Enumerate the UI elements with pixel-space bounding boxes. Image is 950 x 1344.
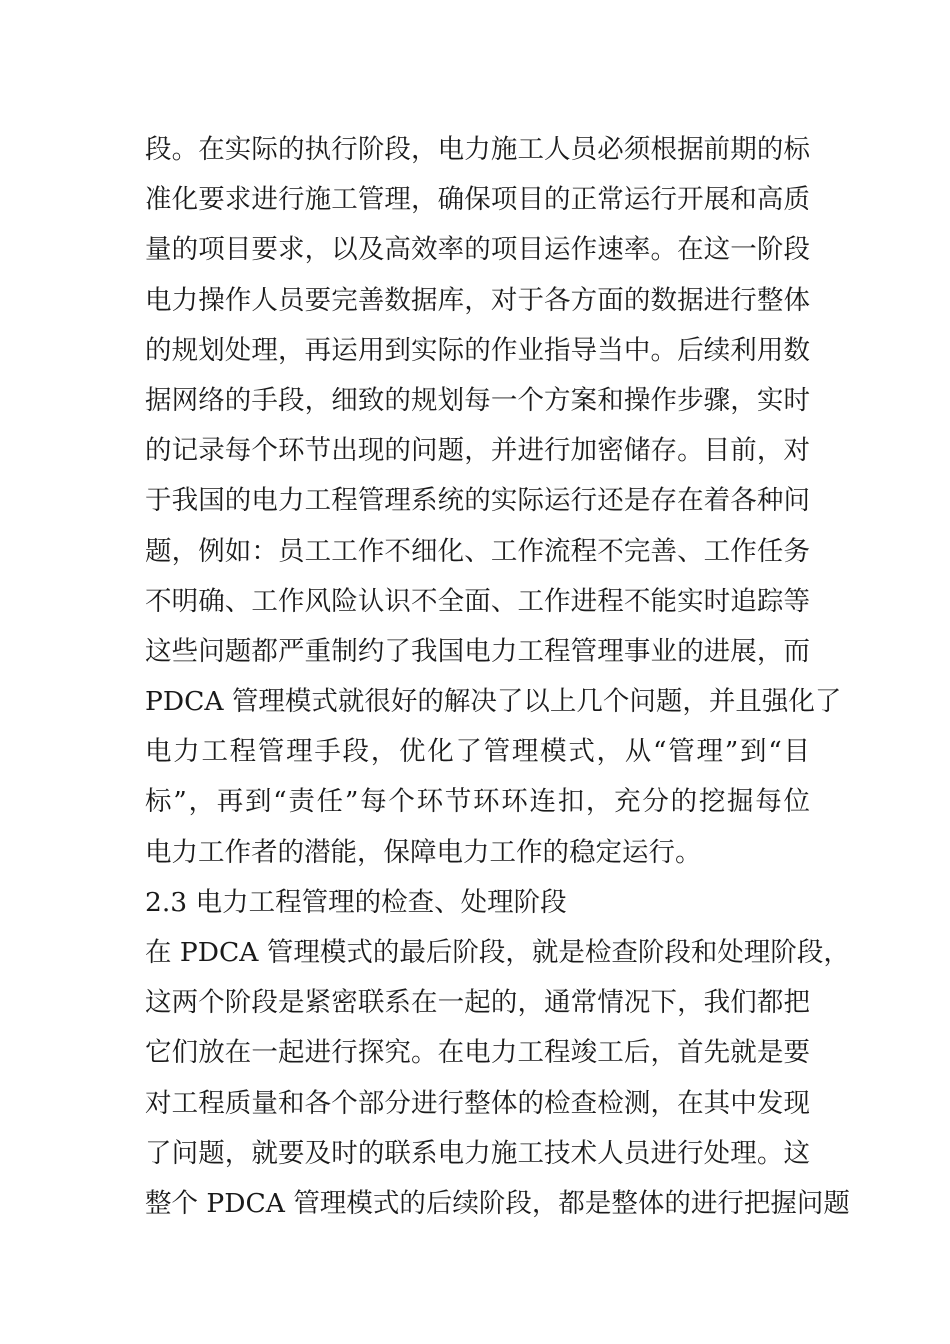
text-line: 的规划处理，再运用到实际的作业指导当中。后续利用数 <box>145 334 810 366</box>
body-text <box>145 125 850 1229</box>
text-line: 准化要求进行施工管理，确保项目的正常运行开展和高质 <box>145 184 810 216</box>
text-line: 它们放在一起进行探究。在电力工程竣工后，首先就是要 <box>145 1037 810 1069</box>
text-line: 标”，再到“责任”每个环节环环连扣，充分的挖掘每位 <box>145 786 810 818</box>
text-line: 据网络的手段，细致的规划每一个方案和操作步骤，实时 <box>145 384 810 416</box>
text-line: 这两个阶段是紧密联系在一起的，通常情况下，我们都把 <box>145 987 810 1019</box>
text-line: 段。在实际的执行阶段，电力施工人员必须根据前期的标 <box>145 134 810 165</box>
text-line: 电力工程管理手段，优化了管理模式，从“管理”到“目 <box>145 736 810 768</box>
text-line: 这些问题都严重制约了我国电力工程管理事业的进展，而 <box>145 635 810 667</box>
text-line: PDCA 管理模式就很好的解决了以上几个问题，并且强化了 <box>145 686 842 718</box>
text-line: 不明确、工作风险认识不全面、工作进程不能实时追踪等 <box>145 585 810 617</box>
text-line: 题，例如：员工工作不细化、工作流程不完善、工作任务 <box>145 535 810 567</box>
text-line: 了问题，就要及时的联系电力施工技术人员进行处理。这 <box>145 1137 810 1169</box>
text-line: 于我国的电力工程管理系统的实际运行还是存在着各种问 <box>145 485 810 517</box>
text-line: 量的项目要求，以及高效率的项目运作速率。在这一阶段 <box>145 234 810 266</box>
section-heading: 2.3 电力工程管理的检查、处理阶段 <box>145 886 567 918</box>
text-line: 整个 PDCA 管理模式的后续阶段，都是整体的进行把握问题 <box>145 1187 850 1219</box>
text-line: 在 PDCA 管理模式的最后阶段，就是检查阶段和处理阶段， <box>145 937 850 968</box>
text-line: 的记录每个环节出现的问题，并进行加密储存。目前，对 <box>145 435 810 467</box>
text-line: 电力操作人员要完善数据库，对于各方面的数据进行整体 <box>145 284 810 316</box>
paragraph-end-line: 电力工作者的潜能，保障电力工作的稳定运行。 <box>145 836 702 868</box>
text-line: 对工程质量和各个部分进行整体的检查检测，在其中发现 <box>145 1087 810 1119</box>
